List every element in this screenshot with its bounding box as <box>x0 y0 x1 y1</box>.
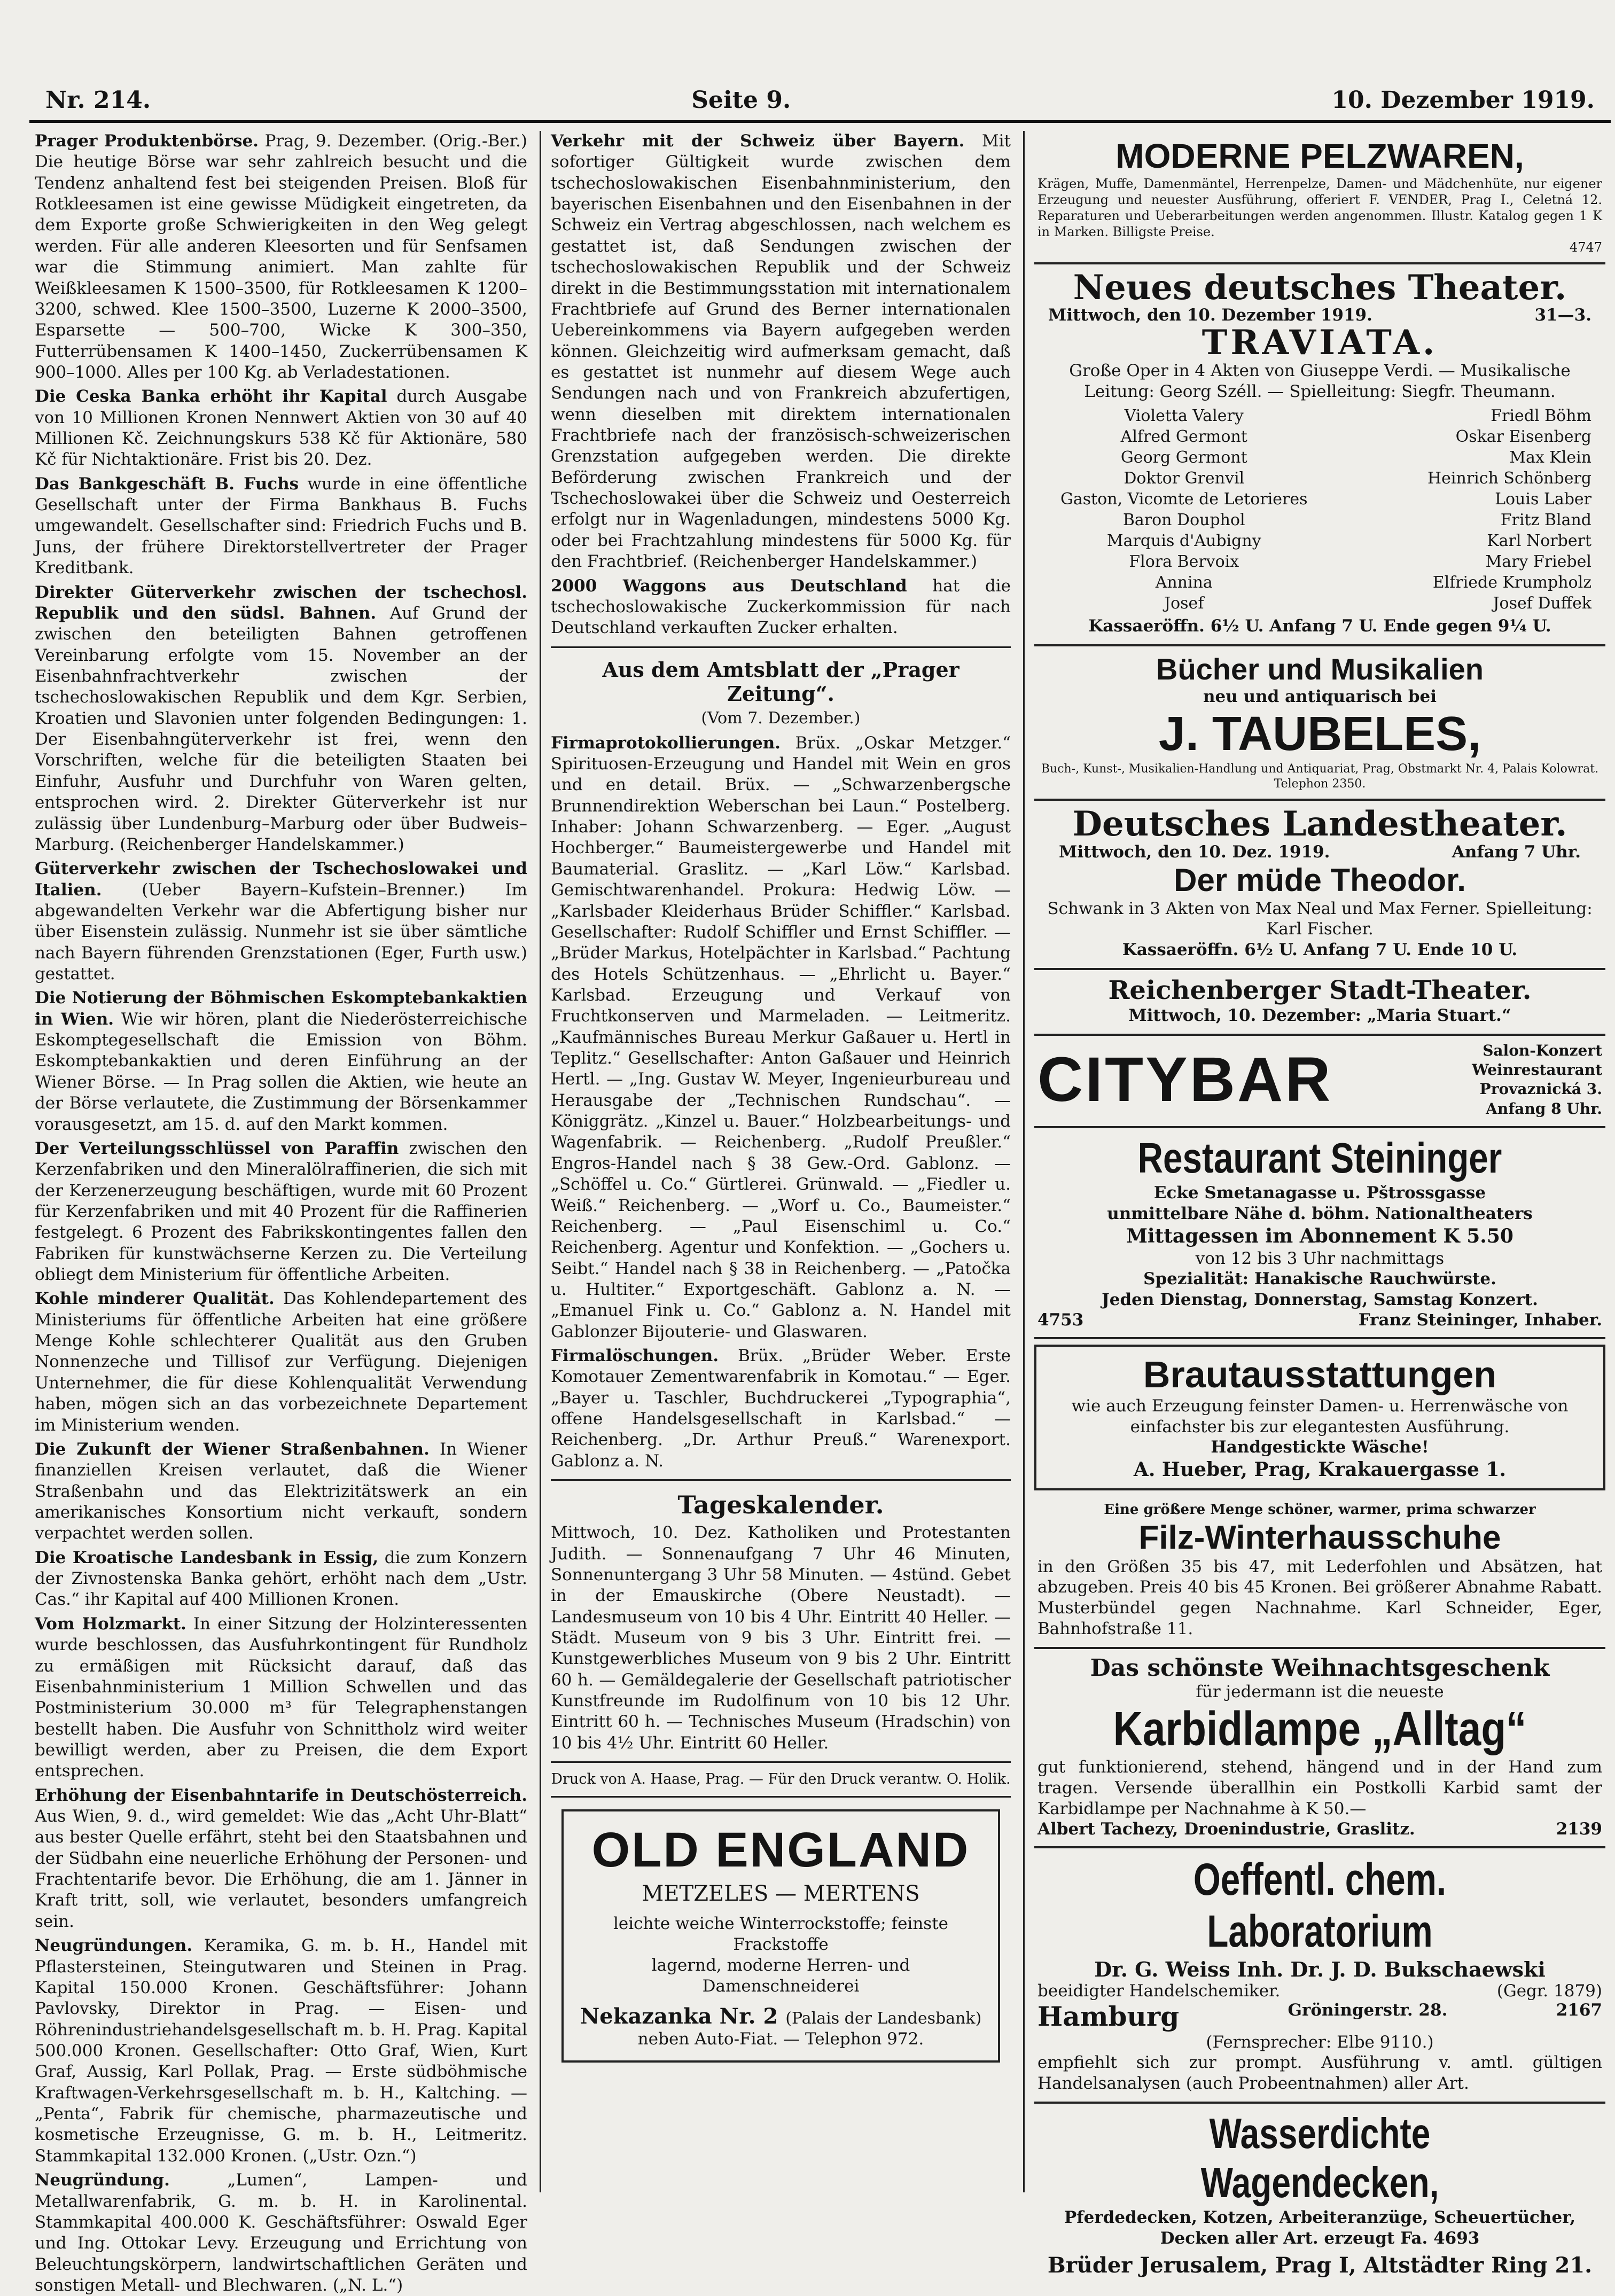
old-england-address-note: (Palais der Landesbank) <box>785 2009 982 2028</box>
cast-actor: Max Klein <box>1509 448 1591 467</box>
column-2 <box>540 131 1020 2192</box>
page-header <box>29 80 1611 123</box>
cast-row <box>1037 447 1602 468</box>
cast-actor: Heinrich Schönberg <box>1427 468 1591 488</box>
labor-row2 <box>1037 2001 1602 2032</box>
article <box>35 1614 527 1782</box>
cast-actor: Fritz Bland <box>1500 510 1591 529</box>
amtsblatt-text-2: Brüx. „Brüder Weber. Erste Komotauer Zementwarenfabrik in Komotau.“ — Eger. „Bayer u. Taschler, Buchdruckerei „Typographia“, offene Handelsgesellschaft in Karlsbad.“ — Reichenberg. „Dr. Arthur Preuß.“ Warenexport. Gablonz a. N. <box>551 1346 1011 1471</box>
article-body: Aus Wien, 9. d., wird gemeldet: Wie das „Acht Uhr-Blatt“ aus bester Quelle erfährt, steht bei den Staatsbahnen und der Südbahn eine neuerliche Erhöhung der Personen- und Frachtentarife bevor. Die Erhöhung, die am 1. Jänner in Kraft tritt, soll, wie verlautet, besonders umfangreich sein. <box>35 1807 527 1931</box>
citybar-line3: Provaznická 3. <box>1479 1080 1602 1098</box>
column-3-ads <box>1023 131 1611 2278</box>
article <box>35 474 527 579</box>
article-title: Die Kroatische Landesbank in Essig, <box>35 1548 379 1567</box>
neues-theater-ad <box>1034 264 1605 646</box>
article-title: Güterverkehr zwischen der Tschechoslowakei und Italien. <box>35 859 527 900</box>
article <box>551 131 1011 573</box>
article-body: Mit sofortiger Gültigkeit wurde zwischen dem tschechoslowakischen Eisenbahnministerium, den bayerischen Eisenbahnen und den Eisenbahnen in der Schweiz ein Vertrag abgeschlossen, nach welchem es gestattet ist, daß Sendungen zwischen der tschechoslowakischen Republik und der Schweiz direkt in die Bestimmungsstation mit internationalem Frachtbriefe auf Grund des Berner internationalen Uebereinkommens via Bayern aufgegeben werden können. Gleichzeitig wird aufmerksam gemacht, daß es gestattet ist nunmehr auf diesem Wege auch Sendungen nach und von Frankreich abzufertigen, wenn dieselben mit direktem internationalen Frachtbriefe nach der französisch-schweizerischen Grenzstation aufgegeben werden. Die direkte Beförderung zwischen Frankreich und der Tschechoslowakei über die Schweiz und Oesterreich erfolgt nur in Wagenladungen, mindestens 5000 Kg. oder bei Frachtzahlung mindestens für 5000 Kg. für den Frachtbrief. (Reichenberger Handelskammer.) <box>551 131 1011 572</box>
amtsblatt-subtitle: (Vom 7. Dezember.) <box>701 708 861 728</box>
old-england-street: Nekazanka Nr. 2 <box>580 2004 778 2029</box>
filz-pre: Eine größere Menge schöner, warmer, prima schwarzer <box>1104 1502 1536 1518</box>
labor-code: 2167 <box>1556 2000 1602 2020</box>
citybar-line4: Anfang 8 Uhr. <box>1486 1099 1602 1118</box>
article <box>35 858 527 985</box>
steininger-l5: Spezialität: Hanakische Rauchwürste. <box>1143 1269 1496 1289</box>
article-body: hat die tschechoslowakische Zuckerkommission für nach Deutschland verkauften Zucker erhalten. <box>551 576 1011 638</box>
article <box>35 386 527 470</box>
article-body: wurde in eine öffentliche Gesellschaft unter der Firma Bankhaus B. Fuchs umgewandelt. Gesellschafter sind: Friedrich Fuchs und B. Juns, der frühere Direktorstellvertreter der Prager Kreditbank. <box>35 474 528 578</box>
article-title: Kohle minderer Qualität. <box>35 1289 275 1309</box>
cast-row <box>1037 468 1602 489</box>
reichenberg-theater-ad <box>1034 970 1605 1036</box>
cast-row <box>1037 593 1602 614</box>
steininger-l2: unmittelbare Nähe d. böhm. Nationaltheaters <box>1107 1204 1533 1223</box>
labor-city: Hamburg <box>1037 2000 1180 2032</box>
column-1 <box>29 131 537 2295</box>
brautausstattung-ad <box>1034 1345 1605 1490</box>
wagen-name: Wasserdichte Wagendecken, <box>1200 2109 1439 2206</box>
issue-number: Nr. 214. <box>45 87 151 114</box>
taubeles-sub: neu und antiquarisch bei <box>1203 686 1437 706</box>
article-title: Neugründungen. <box>35 1936 193 1956</box>
cast-row <box>1037 551 1602 572</box>
cast-role: Doktor Grenvil <box>1124 468 1245 488</box>
article <box>35 131 527 383</box>
article-title: Das Bankgeschäft B. Fuchs <box>35 474 299 494</box>
labor-l2: beeidigter Handelschemiker. <box>1037 1981 1281 2001</box>
taubeles-name: J. TAUBELES, <box>1158 707 1481 761</box>
imprint: Druck von A. Haase, Prag. — Für den Druck verantw. O. Holik. <box>551 1771 1011 1788</box>
reichenberg-theater-date: Mittwoch, 10. Dezember: „Maria Stuart.“ <box>1128 1005 1511 1025</box>
landestheater-name: Deutsches Landestheater. <box>1072 804 1567 845</box>
article <box>551 576 1011 639</box>
labor-tel: (Fernsprecher: Elbe 9110.) <box>1206 2032 1434 2052</box>
cast-actor: Josef Duffek <box>1493 593 1591 613</box>
braut-text: wie auch Erzeugung feinster Damen- u. Herrenwäsche von einfachster bis zur elegantesten Ausführung. <box>1071 1396 1569 1436</box>
article-body: durch Ausgabe von 10 Millionen Kronen Nennwert Aktien von 30 auf 40 Millionen Kč. Zeichnungskurs 538 Kč für Aktionäre, 580 Kč für Nichtaktionäre. Frist bis 20. Dez. <box>35 387 528 470</box>
article <box>35 1288 527 1436</box>
old-england-ad <box>561 1809 1000 2063</box>
citybar-line2: Weinrestaurant <box>1472 1060 1602 1079</box>
landestheater-date-row <box>1037 842 1602 862</box>
article-body: zwischen den Kerzenfabriken und den Mineralölraffinerien, die sich mit der Kerzenerzeugung beschäftigen, wurde mit 60 Prozent für Kerzenfabriken und mit 40 Prozent für die Raffinerien festgelegt. 6 Prozent des Fabrikskontingentes fallen den Fabriken für kunstwächserne Kerzen zu. Die Verteilung obliegt dem Ministerium für öffentliche Arbeiten. <box>35 1138 527 1285</box>
article <box>35 582 527 856</box>
steininger-l1: Ecke Smetanagasse u. Pštrossgasse <box>1153 1183 1486 1203</box>
article <box>35 2170 527 2296</box>
traviata-title: TRAVIATA. <box>1202 323 1438 363</box>
labor-addr: Gröningerstr. 28. <box>1288 2000 1448 2020</box>
karbid-code: 2139 <box>1556 1819 1602 1839</box>
article-title: Prager Produktenbörse. <box>35 131 259 151</box>
cast-row <box>1037 572 1602 593</box>
neues-theater-name: Neues deutsches Theater. <box>1073 268 1567 308</box>
steininger-ad <box>1034 1128 1605 1339</box>
karbid-firm: Albert Tachezy, Droenindustrie, Graslitz. <box>1037 1819 1415 1839</box>
cast-actor: Oskar Eisenberg <box>1455 427 1591 446</box>
article-body: Prag, 9. Dezember. (Orig.-Ber.) Die heutige Börse war sehr zahlreich besucht und die Tendenz anhaltend fest bei steigenden Preisen. Bloß für Rotkleesamen ist eine gewisse Müdigkeit eingetreten, da dem Exporte große Schwierigkeiten in den Weg gelegt werden. Für alle anderen Kleesorten und für Senfsamen war die Stimmung animiert. Man zahlte für Weißkleesamen K 1500–3500, für Rotkleesamen K 1200–3200, schwed. Klee 1500–3500, Luzerne K 2000–3500, Esparsette — 500–700, Wicke K 300–350, Futterrübensamen K 1400–1450, Zuckerrübensamen K 900–1000. Alles per 100 Kg. ab Verladestationen. <box>35 131 527 382</box>
old-england-name: OLD ENGLAND <box>591 1823 970 1878</box>
traviata-desc: Große Oper in 4 Akten von Giuseppe Verdi. — Musikalische Leitung: Georg Széll. — Spielleitung: Siegfr. Theumann. <box>1069 361 1571 402</box>
cast-role: Flora Bervoix <box>1129 552 1239 571</box>
page-number: Seite 9. <box>691 87 791 114</box>
article <box>35 1785 527 1933</box>
cast-row <box>1037 426 1602 447</box>
pelzwaren-code: 4747 <box>1569 240 1602 255</box>
citybar-name: CITYBAR <box>1037 1044 1333 1115</box>
landestheater-start: Anfang 7 Uhr. <box>1452 842 1581 862</box>
amtsblatt-title: Aus dem Amtsblatt der „Prager Zeitung“. <box>602 657 959 706</box>
old-england-line2: lagernd, moderne Herren- und Damenschneiderei <box>651 1955 910 1996</box>
karbid-pre: Das schönste Weihnachtsgeschenk <box>1090 1654 1550 1682</box>
cast-actor: Mary Friebel <box>1485 552 1591 571</box>
cast-role: Georg Germont <box>1120 448 1247 467</box>
article-title: 2000 Waggons aus Deutschland <box>551 576 907 596</box>
old-england-address <box>574 2004 987 2029</box>
pelzwaren-ad <box>1034 131 1605 264</box>
landestheater-ad <box>1034 801 1605 970</box>
cast-role: Gaston, Vicomte de Letorieres <box>1060 489 1308 509</box>
article-title: Verkehr mit der Schweiz über Bayern. <box>551 131 965 151</box>
old-england-line3: neben Auto-Fiat. — Telephon 972. <box>637 2029 924 2049</box>
laboratorium-ad <box>1034 1848 1605 2104</box>
neues-theater-date: Mittwoch, den 10. Dezember 1919. <box>1048 306 1372 325</box>
divider <box>551 646 1011 648</box>
steininger-name: Restaurant Steininger <box>1137 1134 1502 1182</box>
pelzwaren-title: MODERNE PELZWAREN, <box>1115 137 1524 175</box>
article-title: Die Ceska Banka erhöht ihr Kapital <box>35 387 387 407</box>
article <box>35 1138 527 1286</box>
karbid-name: Karbidlampe „Alltag“ <box>1113 1703 1527 1756</box>
karbid-ad <box>1034 1649 1605 1848</box>
taubeles-text: Buch-, Kunst-, Musikalien-Handlung und Antiquariat, Prag, Obstmarkt Nr. 4, Palais Kolowrat. Telephon 2350. <box>1041 762 1599 791</box>
filz-text: in den Größen 35 bis 47, mit Lederfohlen und Absätzen, hat abzugeben. Preis 40 bis 45 Kronen. Bei größerer Abnahme Rabatt. Musterbündel gegen Nachnahme. Karl Schneider, Eger, Bahnhofstraße 11. <box>1037 1557 1602 1638</box>
divider <box>551 1479 1011 1481</box>
karbid-footer <box>1037 1819 1602 1839</box>
steininger-footer <box>1037 1310 1602 1330</box>
cast-role: Alfred Germont <box>1120 427 1247 446</box>
cast-role: Violetta Valery <box>1124 406 1244 425</box>
wagendecken-ad <box>1034 2104 1605 2286</box>
steininger-code: 4753 <box>1037 1310 1084 1330</box>
pelzwaren-text: Krägen, Muffe, Damenmäntel, Herrenpelze, Damen- und Mädchenhüte, nur eigener Erzeugung und neuester Ausführung, offeriert F. VENDER, Prag I., Celetná 12. Reparaturen und Ueberarbeitungen werden angenommen. Illustr. Katalog gegen 1 K in Marken. Billigste Preise. <box>1037 176 1602 239</box>
citybar-line1: Salon-Konzert <box>1483 1041 1602 1059</box>
article-title: Erhöhung der Eisenbahntarife in Deutschösterreich. <box>35 1785 527 1805</box>
article-body: (Ueber Bayern–Kufstein–Brenner.) Im abgewandelten Verkehr war die Abfertigung bisher nur über Eisenstein zulässig. Nunmehr ist sie über sämtliche nach Bayern führenden Grenzstationen (Eger, Furth usw.) gestattet. <box>35 880 528 984</box>
landestheater-times: Kassaeröffn. 6½ U. Anfang 7 U. Ende 10 U. <box>1122 940 1518 960</box>
article-body: Das Kohlendepartement des Ministeriums für öffentliche Arbeiten hat eine größere Menge Kohle schlechterer Qualität aus den Gruben Nonnenzeche und Tillisof zur Verfügung. Diejenigen Unternehmer, die für diese Kohlenqualität Verwendung haben, mögen sich an das vorbezeichnete Departement im Ministerium wenden. <box>35 1289 527 1435</box>
cast-role: Marquis d'Aubigny <box>1106 531 1261 550</box>
newspaper-page <box>29 0 1611 2295</box>
article <box>35 1935 527 2167</box>
taubeles-head: Bücher und Musikalien <box>1156 652 1484 686</box>
karbid-text: gut funktionierend, stehend, hängend und in der Hand zum tragen. Versende überallhin ein Postkolli Karbid samt der Karbidlampe per Nachnahme à K 50.— <box>1037 1758 1602 1818</box>
filz-ad <box>1034 1496 1605 1649</box>
article-title: Neugründung. <box>35 2170 170 2190</box>
article-body: Wie wir hören, plant die Niederösterreichische Eskomptegesellschaft die Emission von Böhm. Eskomptebankaktien und deren Einführung an der Wiener Börse. — In Prag sollen die Aktien, wie heute an der Börse verlautete, die Zustimmung der Börsenkammer vorausgesetzt, am 15. d. auf den Markt kommen. <box>35 1009 527 1134</box>
old-england-line1: leichte weiche Winterrockstoffe; feinste Frackstoffe <box>613 1914 949 1955</box>
cast-role: Josef <box>1164 593 1204 613</box>
article-body: „Lumen“, Lampen- und Metallwarenfabrik, G. m. b. H. in Karolinental. Stammkapital 400.000 K. Geschäftsführer: Oswald Eger und Ing. Ottokar Levy. Erzeugung und Errichtung von Beleuchtungskörpern, landwirtschaftlichen Geräten und sonstigen Metall- und Blechwaren. („N. L.“) <box>35 2170 527 2295</box>
neues-theater-times: Kassaeröffn. 6½ U. Anfang 7 U. Ende gegen 9¼ U. <box>1088 616 1551 636</box>
landestheater-play: Der müde Theodor. <box>1174 862 1466 898</box>
landestheater-date: Mittwoch, den 10. Dez. 1919. <box>1059 842 1330 862</box>
steininger-owner: Franz Steininger, Inhaber. <box>1358 1310 1602 1330</box>
article-title: Direkter Güterverkehr zwischen der tschechosl. Republik und den südsl. Bahnen. <box>35 582 527 623</box>
article-title: Vom Holzmarkt. <box>35 1614 186 1634</box>
cast-actor: Louis Laber <box>1495 489 1591 509</box>
article-title: Die Notierung der Böhmischen Eskomptebankaktien in Wien. <box>35 988 527 1029</box>
taubeles-ad <box>1034 646 1605 801</box>
cast-role: Baron Douphol <box>1122 510 1245 529</box>
steininger-l6: Jeden Dienstag, Donnerstag, Samstag Konzert. <box>1102 1290 1538 1310</box>
cast-row <box>1037 510 1602 530</box>
neues-theater-abo: 31—3. <box>1534 306 1591 325</box>
article-body: Auf Grund der zwischen den beteiligten Bahnen getroffenen Vereinbarung erfolgte vom 15. November an der Eisenbahnfrachtverkehr zwischen der tschechoslowakischen Republik und dem Kgr. Serbien, Kroatien und Slavonien unter folgenden Bedingungen: 1. Der Eisenbahngüterverkehr ist frei, wenn den Vorschriften, welche für die beteiligten Staaten bei Einfuhr, Ausfuhr und Durchfuhr von Waren gelten, entsprochen wird. 2. Direkter Güterverkehr ist nur zulässig über Lundenburg–Marburg oder über Budweis–Marburg. (Reichenberger Handelskammer.) <box>35 603 527 854</box>
neues-theater-date-row <box>1037 306 1602 325</box>
cast-actor: Elfriede Krumpholz <box>1432 573 1591 592</box>
wagen-firm: Brüder Jerusalem, Prag I, Altstädter Ring 21. <box>1047 2253 1593 2278</box>
labor-name: Oeffentl. chem. Laboratorium <box>1193 1854 1447 1956</box>
amtsblatt-body <box>551 733 1011 1342</box>
article-body: die zum Konzern der Zivnostenska Banka gehört, erhöht nach dem „Ustr. Cas.“ ihr Kapital auf 400 Millionen Kronen. <box>35 1548 527 1610</box>
article <box>35 988 527 1135</box>
cast-actor: Friedl Böhm <box>1491 406 1591 425</box>
article-body: Keramika, G. m. b. H., Handel mit Pflastersteinen, Steingutwaren und Steinen in Prag. Kapital 150.000 Kronen. Geschäftsführer: Johann Pavlovsky, Direktor in Prag. — Eisen- und Röhrenindustriehandelsgesellschaft m. b. H. Prag. Kapital 500.000 Kronen. Gesellschafter: Otto Graf, Wien, Kurt Graf, Aussig, Karl Pollak, Prag. — Erste südböhmische Kraftwagen-Verkehrsgesellschaft m. b. H., Kaltching. — „Penta“, Fabrik für chemische, pharmazeutische und kosmetische Erzeugnisse, G. m. b. H., Leitmeritz. Stammkapital 132.000 Kronen. („Ustr. Ozn.“) <box>35 1936 527 2166</box>
col2-articles <box>551 131 1011 639</box>
cast-actor: Karl Norbert <box>1487 531 1591 550</box>
karbid-sub: für jedermann ist die neueste <box>1196 1682 1444 1701</box>
amtsblatt-lead-2: Firmalöschungen. <box>551 1346 719 1366</box>
braut-address: A. Hueber, Prag, Krakauergasse 1. <box>1133 1458 1507 1481</box>
article <box>35 1548 527 1611</box>
braut-line2: Handgestickte Wäsche! <box>1211 1438 1429 1457</box>
labor-row1 <box>1037 1981 1602 2001</box>
article <box>35 1439 527 1544</box>
issue-date: 10. Dezember 1919. <box>1331 87 1595 114</box>
labor-l3: empfiehlt sich zur prompt. Ausführung v. amtl. gültigen Handelsanalysen (auch Probeentnahmen) aller Art. <box>1037 2053 1602 2094</box>
divider <box>551 1796 1011 1798</box>
article-title: Der Verteilungsschlüssel von Paraffin <box>35 1138 399 1158</box>
amtsblatt-body-2 <box>551 1346 1011 1472</box>
citybar-info <box>1472 1041 1602 1119</box>
reichenberg-theater-name: Reichenberger Stadt-Theater. <box>1108 975 1532 1005</box>
cast-row <box>1037 405 1602 426</box>
article-body: In Wiener finanziellen Kreisen verlautet, daß die Wiener Straßenbahn und das Elektrizitätswerk an ein amerikanisches Konsortium nicht verkauft, sondern verpachtet werden sollen. <box>35 1439 527 1543</box>
article-title: Die Zukunft der Wiener Straßenbahnen. <box>35 1439 430 1459</box>
filz-name: Filz-Winterhausschuhe <box>1138 1519 1501 1556</box>
steininger-l3: Mittagessen im Abonnement K 5.50 <box>1126 1224 1513 1247</box>
divider <box>551 1761 1011 1763</box>
citybar-ad <box>1034 1036 1605 1129</box>
steininger-l4: von 12 bis 3 Uhr nachmittags <box>1195 1248 1445 1268</box>
wagen-text: Pferdedecken, Kotzen, Arbeiteranzüge, Scheuertücher, Decken aller Art. erzeugt Fa. 4693 <box>1064 2207 1576 2248</box>
cast-row <box>1037 489 1602 510</box>
tageskalender-body: Mittwoch, 10. Dez. Katholiken und Protestanten Judith. — Sonnenaufgang 7 Uhr 46 Minuten, Sonnenuntergang 3 Uhr 58 Minuten. — 4stünd. Gebet in der Emauskirche (Obere Neustadt). — Landesmuseum von 10 bis 4 Uhr. Eintritt 40 Heller. — Städt. Museum von 9 bis 3 Uhr. Eintritt frei. — Kunstgewerbliches Museum von 9 bis 2 Uhr. Eintritt 60 h. — Gemäldegalerie der Gesellschaft patriotischer Kunstfreunde im Rudolfinum von 10 bis 12 Uhr. Eintritt 60 h. — Technisches Museum (Hradschin) von 10 bis 4½ Uhr. Eintritt 60 Heller. <box>551 1523 1011 1753</box>
labor-l1: Dr. G. Weiss Inh. Dr. J. D. Bukschaewski <box>1094 1957 1546 1981</box>
braut-name: Brautausstattungen <box>1143 1353 1497 1395</box>
landestheater-desc: Schwank in 3 Akten von Max Neal und Max Ferner. Spielleitung: Karl Fischer. <box>1047 899 1593 939</box>
old-england-owners: METZELES — MERTENS <box>642 1881 920 1907</box>
article-body: In einer Sitzung der Holzinteressenten wurde beschlossen, das Ausfuhrkontingent für Rundholz zu ermäßigen mit Rücksicht darauf, daß das Eisenbahnministerium 1 Million Schwellen und das Postministerium 30.000 m³ für Telegraphenstangen bestellt haben. Die Ausfuhr von Schnittholz wird weiter bewilligt werden, aber zu Preisen, die dem Export entsprechen. <box>35 1614 527 1781</box>
cast-row <box>1037 530 1602 551</box>
cast-role: Annina <box>1155 573 1213 592</box>
cast-list <box>1037 405 1602 614</box>
labor-est: (Gegr. 1879) <box>1496 1981 1602 2001</box>
amtsblatt-text: Brüx. „Oskar Metzger.“ Spirituosen-Erzeugung und Handel mit Wein en gros und en detail. Brüx. — „Schwarzenbergsche Brunnendirektion Weberschan bei Laun.“ Postelberg. Inhaber: Johann Schwarzenberg. — Eger. „August Hochberger.“ Baumeistergewerbe und Handel mit Baumaterial. Graslitz. — „Karl Löw.“ Karlsbad. Gemischtwarenhandel. Prokura: Hedwig Löw. — „Karlsbader Kleiderhaus Brüder Schiffler.“ Karlsbad. Gesellschafter: Rudolf Schiffler und Ernst Schiffler. — „Brüder Markus, Hotelpächter in Karlsbad.“ Pachtung des Hotels Schützenhaus. — „Ehrlicht u. Bayer.“ Karlsbad. Erzeugung und Verkauf von Fruchtkonserven und Marmeladen. — Leitmeritz. „Kaufmännisches Bureau Merkur Gaßauer u. Hertl in Teplitz.“ Gesellschafter: Anton Gaßauer und Heinrich Hertl. — „Ing. Gustav W. Meyer, Ingenieurbureau und Herausgabe der „Technischen Rundschau“. — Königgrätz. „Kinzel u. Bauer.“ Holzbearbeitungs- und Wagenfabrik. — Reichenberg. „Rudolf Preußler.“ Engros-Handel nach § 38 Gew.-Ord. Gablonz. — „Schöffel u. Co.“ Gürtlerei. Grünwald. — „Fiedler u. Weiß.“ Reichenberg. — „Worf u. Co., Baumeister.“ Reichenberg. — „Paul Eisenschiml u. Co.“ Reichenberg. Agentur und Konfektion. — „Gochers u. Seibt.“ Handel nach § 38 in Reichenberg. — „Patočka u. Hultiter.“ Exportgeschäft. Gablonz a. N. — „Emanuel Fink u. Co.“ Gablonz a. N. Handel mit Gablonzer Bijouterie- und Glaswaren. <box>551 733 1011 1341</box>
amtsblatt-lead: Firmaprotokollierungen. <box>551 733 781 753</box>
tageskalender-title: Tageskalender. <box>677 1490 884 1520</box>
